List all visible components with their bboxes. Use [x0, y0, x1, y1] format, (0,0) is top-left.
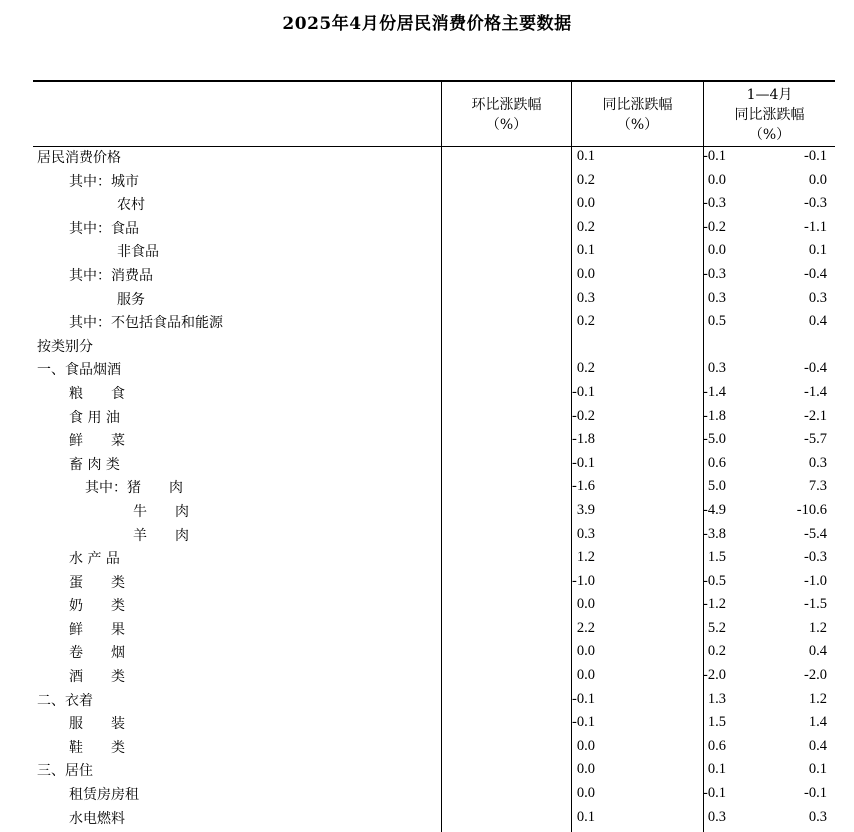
cell-ytd: 0.1 [808, 242, 827, 259]
column-header-unit: （%） [485, 117, 528, 133]
cell-ytd: 0.1 [808, 761, 827, 778]
cell-mom: -0.1 [572, 690, 595, 707]
cell-mom: -0.1 [572, 714, 595, 731]
cell-yoy: 1.3 [707, 690, 726, 707]
column-header-unit: （%） [616, 117, 659, 133]
data-table-body [33, 146, 835, 830]
cell-mom: -0.1 [572, 454, 595, 471]
table-row [33, 476, 835, 500]
cell-mom: -0.1 [572, 383, 595, 400]
cell-ytd: 1.2 [808, 619, 827, 636]
cell-ytd: 1.2 [808, 690, 827, 707]
table-row [33, 665, 835, 689]
column-header-ytd [704, 84, 835, 146]
table-row [33, 335, 835, 359]
cell-yoy: -4.9 [703, 501, 726, 518]
cell-ytd: -2.1 [804, 407, 827, 424]
cell-ytd: -0.4 [804, 265, 827, 282]
cell-mom: 0.0 [576, 667, 595, 684]
cell-ytd: -5.4 [804, 525, 827, 542]
cell-ytd: 0.0 [808, 171, 827, 188]
table-row [33, 382, 835, 406]
row-label: 其中：不包括食品和能源 [69, 315, 223, 332]
cell-yoy: 0.3 [707, 289, 726, 306]
cell-yoy: -5.0 [703, 431, 726, 448]
cell-yoy: -0.1 [703, 148, 726, 164]
cell-ytd: -1.4 [804, 383, 827, 400]
cell-mom: 0.0 [576, 785, 595, 802]
table-row [33, 500, 835, 524]
row-label: 鲜 菜 [69, 433, 125, 450]
cell-ytd: 7.3 [808, 478, 827, 495]
cell-yoy: -1.2 [703, 596, 726, 613]
cell-mom: 0.2 [576, 360, 595, 377]
cell-yoy: -0.3 [703, 265, 726, 282]
cell-yoy: 0.0 [707, 242, 726, 259]
table-row [33, 547, 835, 571]
row-label: 羊 肉 [133, 527, 189, 544]
cell-mom: -1.8 [572, 431, 595, 448]
row-label: 水电燃料 [69, 810, 125, 827]
row-label: 鲜 果 [69, 621, 125, 638]
row-label: 牛 肉 [133, 503, 189, 520]
row-label: 酒 类 [69, 669, 125, 686]
table-row [33, 807, 835, 831]
cell-mom: 3.9 [576, 501, 595, 518]
cell-ytd: 0.3 [808, 454, 827, 471]
cell-yoy: 0.2 [707, 643, 726, 660]
row-label: 水 产 品 [69, 551, 120, 568]
row-label: 畜 肉 类 [69, 456, 120, 473]
cell-yoy: 0.6 [707, 454, 726, 471]
cell-yoy: -1.4 [703, 383, 726, 400]
column-header-line: 环比涨跌幅 [471, 97, 542, 113]
row-label: 食 用 油 [69, 409, 120, 426]
table-row [33, 264, 835, 288]
cell-ytd: -0.1 [804, 785, 827, 802]
row-label: 其中：消费品 [69, 267, 153, 284]
table-row [33, 311, 835, 335]
cell-yoy: -3.8 [703, 525, 726, 542]
row-label: 三、居住 [37, 763, 93, 780]
column-header-mom [442, 84, 571, 146]
row-label: 农村 [117, 197, 145, 214]
column-header-line: 同比涨跌幅 [734, 107, 805, 123]
cell-yoy: 0.5 [707, 313, 726, 330]
row-label: 非食品 [117, 244, 159, 261]
cell-mom: -1.0 [572, 572, 595, 589]
row-label: 其中：城市 [69, 173, 139, 190]
row-label: 蛋 类 [69, 574, 125, 591]
row-label: 居民消费价格 [37, 150, 121, 166]
cell-mom: 0.0 [576, 761, 595, 778]
cell-ytd: -5.7 [804, 431, 827, 448]
cell-yoy: 5.0 [707, 478, 726, 495]
cell-ytd: 0.4 [808, 643, 827, 660]
cell-yoy: -2.0 [703, 667, 726, 684]
cell-yoy: 1.5 [707, 714, 726, 731]
cell-yoy: 0.6 [707, 737, 726, 754]
row-label: 其中：食品 [69, 220, 139, 237]
table-row [33, 358, 835, 382]
cell-ytd: -2.0 [804, 667, 827, 684]
cell-mom: 0.2 [576, 171, 595, 188]
page-title: 2025年4月份居民消费价格主要数据 [282, 14, 572, 34]
cell-ytd: -0.3 [804, 195, 827, 212]
cell-ytd: 0.4 [808, 313, 827, 330]
cell-mom: -1.6 [572, 478, 595, 495]
cell-ytd: -0.4 [804, 360, 827, 377]
table-row [33, 406, 835, 430]
cell-yoy: -0.5 [703, 572, 726, 589]
table-row [33, 641, 835, 665]
table-row [33, 193, 835, 217]
column-header-yoy [572, 84, 703, 146]
row-label: 租赁房房租 [69, 787, 139, 804]
cell-mom: -0.2 [572, 407, 595, 424]
table-row [33, 524, 835, 548]
table-row [33, 594, 835, 618]
table-row [33, 170, 835, 194]
cell-yoy: 5.2 [707, 619, 726, 636]
cell-mom: 0.2 [576, 218, 595, 235]
row-label: 服 装 [69, 716, 125, 733]
row-label: 服务 [117, 291, 145, 308]
row-label: 卷 烟 [69, 645, 125, 662]
cell-mom: 0.1 [576, 148, 595, 164]
cell-ytd: -1.5 [804, 596, 827, 613]
cell-ytd: -0.3 [804, 549, 827, 566]
table-row [33, 759, 835, 783]
cell-mom: 0.3 [576, 289, 595, 306]
cell-mom: 0.0 [576, 596, 595, 613]
cell-yoy: -0.3 [703, 195, 726, 212]
cell-yoy: -1.8 [703, 407, 726, 424]
table-row [33, 618, 835, 642]
row-label: 粮 食 [69, 385, 125, 402]
cell-yoy: 0.0 [707, 171, 726, 188]
cell-ytd: 1.4 [808, 714, 827, 731]
cell-ytd: -0.1 [804, 148, 827, 164]
cell-yoy: -0.1 [703, 785, 726, 802]
table-row [33, 429, 835, 453]
table-row [33, 453, 835, 477]
column-header-period: 1—4月 [746, 87, 793, 103]
cell-ytd: 0.3 [808, 808, 827, 825]
column-header-line: 同比涨跌幅 [602, 97, 673, 113]
table-row [33, 783, 835, 807]
cell-yoy: 0.3 [707, 808, 726, 825]
row-label: 一、食品烟酒 [37, 362, 121, 379]
row-label: 按类别分 [37, 338, 93, 355]
table-row [33, 689, 835, 713]
cell-yoy: 0.3 [707, 360, 726, 377]
cell-mom: 2.2 [576, 619, 595, 636]
cell-mom: 0.0 [576, 737, 595, 754]
cell-yoy: 0.1 [707, 761, 726, 778]
cell-mom: 0.1 [576, 808, 595, 825]
cell-ytd: -1.0 [804, 572, 827, 589]
cell-mom: 0.3 [576, 525, 595, 542]
cell-mom: 0.1 [576, 242, 595, 259]
table-top-rule [33, 80, 835, 82]
cell-yoy: 1.5 [707, 549, 726, 566]
table-row [33, 736, 835, 760]
row-label: 其中：猪 肉 [85, 480, 183, 497]
cell-mom: 0.0 [576, 643, 595, 660]
cell-ytd: -10.6 [796, 501, 827, 518]
cell-ytd: 0.3 [808, 289, 827, 306]
cell-mom: 0.0 [576, 195, 595, 212]
table-row [33, 712, 835, 736]
cell-ytd: -1.1 [804, 218, 827, 235]
table-row [33, 240, 835, 264]
table-row [33, 288, 835, 312]
cell-mom: 1.2 [576, 549, 595, 566]
column-header-unit: （%） [748, 127, 791, 143]
cell-ytd: 0.4 [808, 737, 827, 754]
table-row [33, 217, 835, 241]
row-label: 奶 类 [69, 598, 125, 615]
row-label: 二、衣着 [37, 692, 93, 709]
table-row [33, 146, 835, 170]
row-label: 鞋 类 [69, 739, 125, 756]
cell-yoy: -0.2 [703, 218, 726, 235]
cell-mom: 0.2 [576, 313, 595, 330]
table-row [33, 571, 835, 595]
cell-mom: 0.0 [576, 265, 595, 282]
